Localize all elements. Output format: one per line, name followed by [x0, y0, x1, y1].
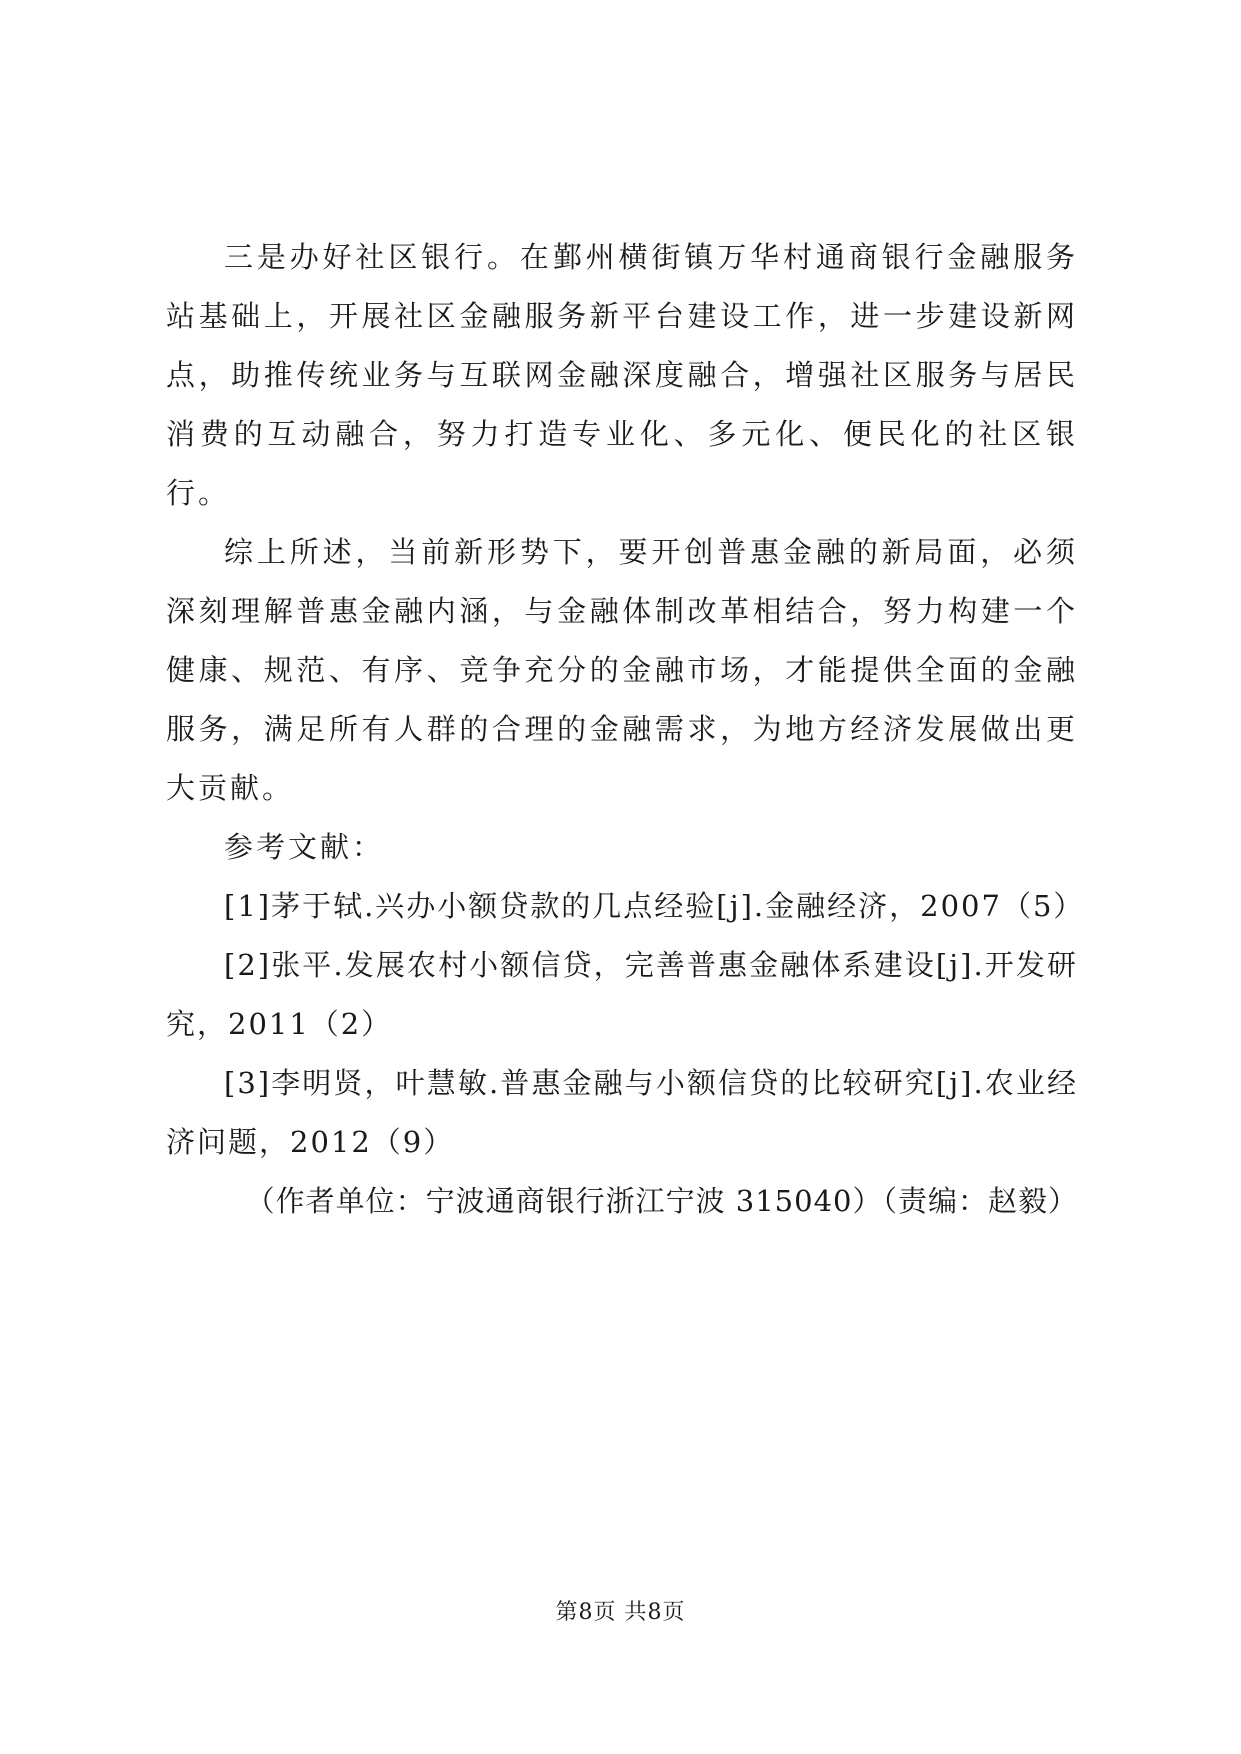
page-body	[166, 228, 1085, 1231]
references-heading: 参考文献：	[224, 830, 385, 864]
reference-item-2: [2]张平.发展农村小额信贷，完善普惠金融体系建设[j].开发研究，2011（2）	[166, 948, 1078, 1041]
author-note: （作者单位：宁波通商银行浙江宁波 315040）（责编：赵毅）	[245, 1184, 1078, 1218]
reference-item-3: [3]李明贤，叶慧敏.普惠金融与小额信贷的比较研究[j].农业经济问题，2012（9）	[166, 1066, 1078, 1159]
body-paragraph-conclusion: 综上所述，当前新形势下，要开创普惠金融的新局面，必须深刻理解普惠金融内涵，与金融体制改革相结合，努力构建一个健康、规范、有序、竞争充分的金融市场，才能提供全面的金融服务，满足所有人群的合理的金融需求，为地方经济发展做出更大贡献。	[166, 535, 1078, 805]
body-paragraph-community-bank: 三是办好社区银行。在鄞州横街镇万华村通商银行金融服务站基础上，开展社区金融服务新平台建设工作，进一步建设新网点，助推传统业务与互联网金融深度融合，增强社区服务与居民消费的互动融合，努力打造专业化、多元化、便民化的社区银行。	[166, 240, 1078, 510]
page-number: 第8页 共8页	[555, 1600, 686, 1625]
page-footer	[0, 1595, 1241, 1626]
reference-item-1: [1]茅于轼.兴办小额贷款的几点经验[j].金融经济，2007（5）	[224, 889, 1085, 923]
